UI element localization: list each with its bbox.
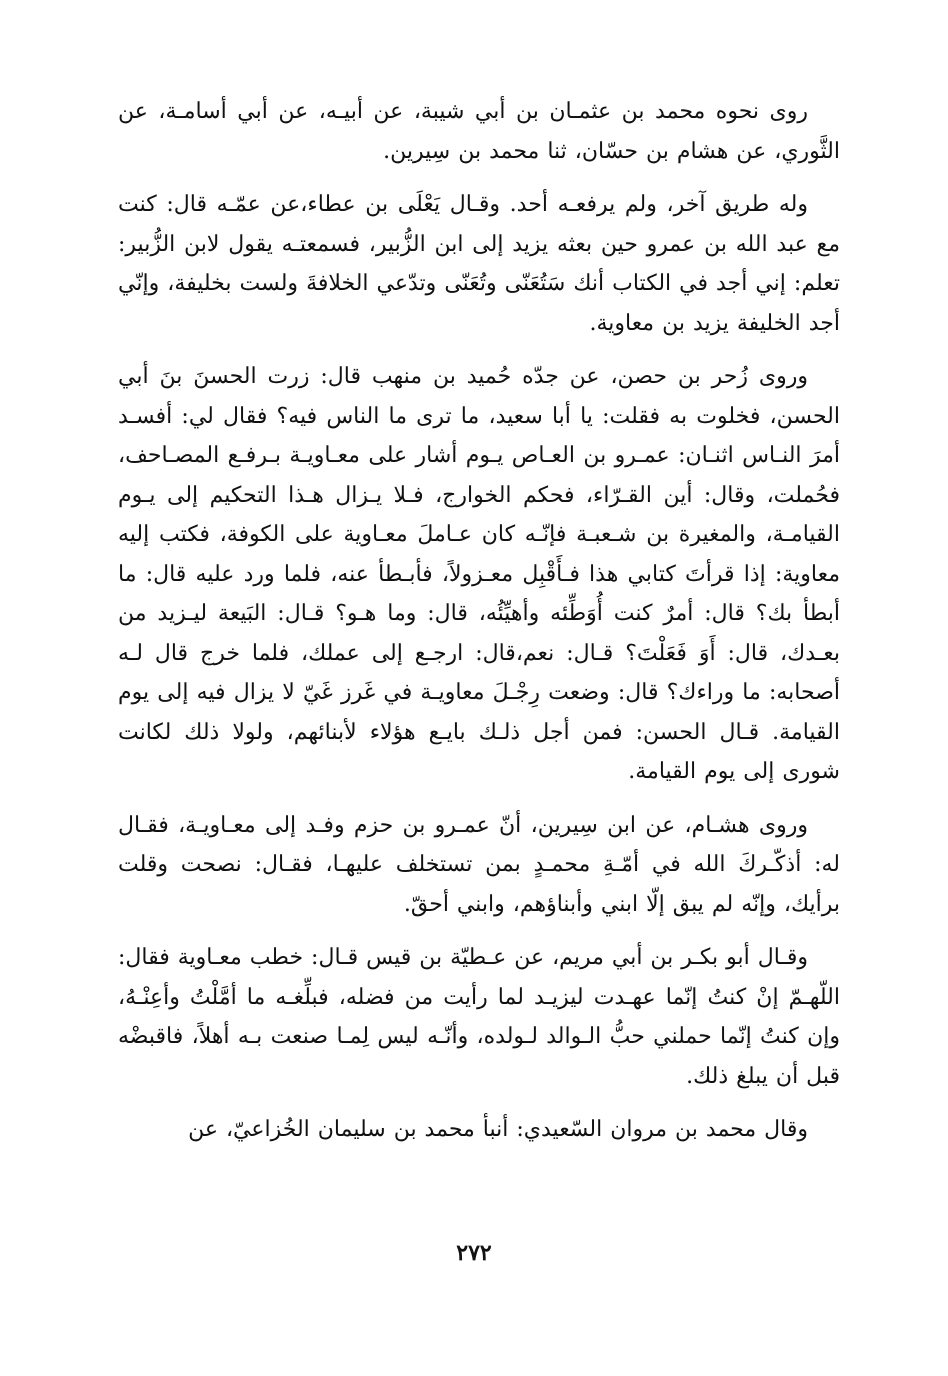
page-body [118, 92, 840, 1164]
paragraph-4: وروى هشـام، عن ابن سِيرين، أنّ عمـرو بن حزم وفـد إلى معـاويـة، فقـال له: أذكّـركَ الله في أمّـةِ محمـدٍ بمن تستخلف عليهـا، فقـال: نصحت وقلت برأيك، وإنّه لم يبق إلّا ابني وأبناؤهم، وابني أحقّ. [118, 812, 840, 917]
paragraph-1: روى نحوه محمد بن عثمـان بن أبي شيبة، عن أبيـه، عن أبي أسامـة، عن الثَّوري، عن هشام بن حسّان، ثنا محمد بن سِيرين. [118, 99, 840, 164]
paragraph-3: وروى زُحر بن حصن، عن جدّه حُميد بن منهب قال: زرت الحسنَ بنَ أبي الحسن، فخلوت به فقلت: يا أبا سعيد، ما ترى ما الناس فيه؟ فقال لي: أفسـد أمرَ النـاس اثنـان: عمـرو بن العـاص يـوم أشار على معـاويـة بـرفـع المصـاحف، فحُملت، وقال: أين القـرّاء، فحكم الخوارج، فـلا يـزال هـذا التحكيم إلى يـوم القيامـة، والمغيرة بن شـعبـة فإنّـه كان عـاملَ معـاوية على الكوفة، فكتب إليه معاوية: إذا قرأتَ كتابي هذا فـأَقْبِل معـزولاً، فأبـطأ عنه، فلما ورد عليه قال: ما أبطأ بك؟ قال: أمرٌ كنت أُوَطِّئه وأهيِّئُه، قال: وما هـو؟ قـال: البَيعة ليـزيد من بعـدك، قال: أَوَ فَعَلْتَ؟ قـال: نعم،قال: ارجـع إلى عملك، فلما خرج قال لـه أصحابه: ما وراءك؟ قال: وضعت رِجْـلَ معاويـة في غَرز غَيّ لا يزال فيه إلى يوم القيامة. قـال الحسن: فمن أجل ذلـك بايـع هؤلاء لأبنائهم، ولولا ذلك لكانت شورى إلى يوم القيامة. [118, 364, 840, 784]
paragraph-6: وقال محمد بن مروان السّعيدي: أنبأ محمد بن سليمان الخُزاعيّ، عن [188, 1117, 808, 1142]
page-number: ٢٧٢ [456, 1240, 492, 1266]
paragraph-5: وقـال أبو بكـر بن أبي مريم، عن عـطيّة بن قيس قـال: خطب معـاوية فقال: اللّهـمّ إنْ كنتُ إنّما عهـدت ليزيـد لما رأيت من فضله، فبلِّغـه ما أمَّلْتُ وأعِنْـهُ، وإن كنتُ إنّما حملني حبُّ الـوالد لـولده، وأنّـه ليس لِمـا صنعت بـه أهلاً، فاقبضْه قبل أن يبلغ ذلك. [117, 945, 840, 1089]
paragraph-2: وله طريق آخر، ولم يرفعـه أحد. وقـال يَعْلَى بن عطاء،عن عمّـه قال: كنت مع عبد الله بن عمرو حين بعثه يزيد إلى ابن الزُّبير، فسمعتـه يقول لابن الزُّبير: تعلم: إني أجد في الكتاب أنك سَتُعَنّى وتُعَنّى وتدّعي الخلافةَ ولست بخليفة، وإنّي أجد الخليفة يزيد بن معاوية. [118, 192, 840, 336]
